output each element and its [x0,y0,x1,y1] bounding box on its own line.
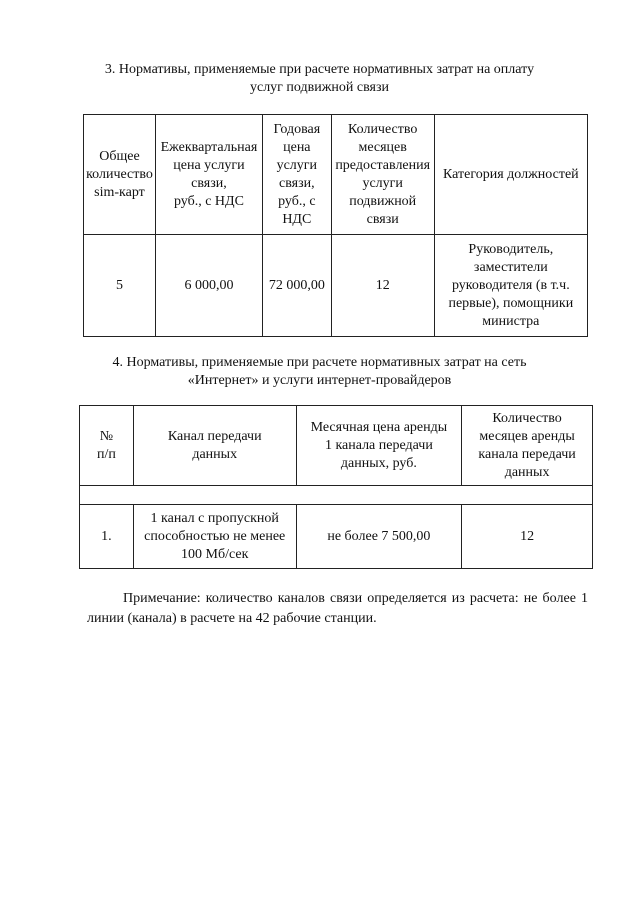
cell-line: Руководитель, [468,241,554,257]
table-header-row [84,115,588,235]
cell-line: цена услуги [173,157,245,173]
header-number [80,406,134,486]
internet-norms-table [79,405,593,569]
cell-months: 12 [331,235,434,337]
header-sim-count [84,115,156,235]
cell-annual-price: 72 000,00 [262,235,331,337]
cell-line: данных [192,446,238,462]
cell-line: НДС [282,211,312,227]
table-row [84,235,588,337]
section-3-title-line2: услуг подвижной связи [249,80,389,95]
cell-category [434,235,587,337]
cell-line: руб., с НДС [173,193,244,209]
cell-line: Канал передачи [167,428,262,444]
table-spacer-row [80,486,593,505]
cell-line: sim-карт [94,184,145,200]
cell-line: 1 канала передачи [324,437,433,453]
header-rent-months [462,406,593,486]
section-4-title-line2: «Интернет» и услуги интернет-провайдеров [187,373,452,388]
cell-line: канала передачи [478,446,576,462]
section-4-heading [0,354,639,390]
cell-line: первые), помощники [448,295,574,311]
cell-line: предоставления [335,157,431,173]
cell-line: Ежеквартальная [160,139,258,155]
cell-line: Категория должностей [443,166,579,182]
header-monthly-price [296,406,462,486]
cell-sim-count: 5 [84,235,156,337]
table-header-row [80,406,593,486]
note-paragraph: Примечание: количество каналов связи определяется из расчета: не более 1 линии (канала) в расчете на 42 рабочие станции. [87,591,588,626]
cell-line: способностью не менее [144,528,286,544]
header-annual-price [262,115,331,235]
cell-line: Количество [348,121,418,137]
header-months [331,115,434,235]
cell-line: 100 Мб/сек [181,546,249,562]
cell-line: услуги [362,175,403,191]
section-4-title-line1: 4. Нормативы, применяемые при расчете нормативных затрат на сеть [112,355,527,370]
cell-line: месяцев аренды [479,428,575,444]
cell-line: министра [482,313,540,329]
section-3-title-line1: 3. Нормативы, применяемые при расчете нормативных затрат на оплату [104,62,535,77]
cell-line: п/п [96,446,116,462]
cell-line: руководителя (в т.ч. [451,277,570,293]
header-category [434,115,587,235]
cell-line: связи, [279,175,315,191]
cell-price: не более 7 500,00 [296,505,462,569]
cell-line: руб., с [278,193,316,209]
table-row [80,505,593,569]
cell-rent-months: 12 [462,505,593,569]
spacer-cell [80,486,593,505]
cell-channel [133,505,296,569]
cell-line: связи [366,211,399,227]
cell-line: заместители [473,259,548,275]
cell-line: № [99,428,114,444]
header-quarterly-price [155,115,262,235]
cell-line: количество [86,166,153,182]
cell-line: месяцев [358,139,407,155]
cell-number: 1. [80,505,134,569]
cell-line: Годовая [273,121,321,137]
cell-line: подвижной [349,193,417,209]
cell-line: Общее [99,148,140,164]
cell-line: данных [504,464,550,480]
cell-line: Месячная цена аренды [310,419,448,435]
cell-line: Количество [492,410,562,426]
cell-line: услуги [276,157,318,173]
section-3-heading [0,61,639,97]
mobile-norms-table [83,114,588,337]
cell-quarterly-price: 6 000,00 [155,235,262,337]
header-channel [133,406,296,486]
cell-line: связи, [191,175,227,191]
cell-line: данных, руб. [340,455,417,471]
cell-line: 1 канал с пропускной [150,510,279,526]
cell-line: цена [283,139,311,155]
